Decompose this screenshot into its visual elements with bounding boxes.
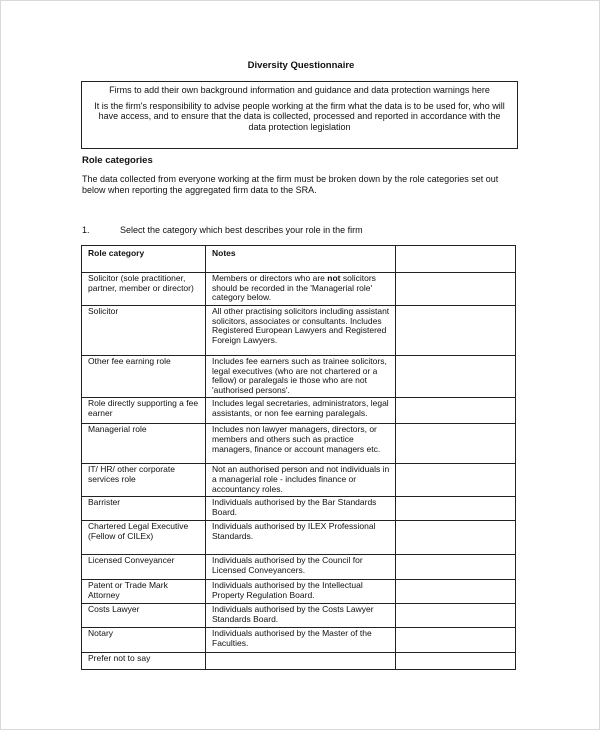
header-role-category: Role category bbox=[82, 246, 206, 273]
question-number: 1. bbox=[82, 225, 90, 235]
notes-text: Individuals authorised by the Master of the Faculties. bbox=[212, 628, 372, 648]
notes-text: Includes fee earners such as trainee solicitors, legal executives (who are not chartered or a fellow) or paralegals ie those who are not 'authorised persons'. bbox=[212, 356, 387, 395]
selection-cell[interactable] bbox=[396, 424, 516, 464]
notes-cell bbox=[206, 424, 396, 464]
selection-cell[interactable] bbox=[396, 464, 516, 497]
table-row bbox=[82, 555, 516, 580]
notes-cell bbox=[206, 521, 396, 555]
table-row bbox=[82, 398, 516, 424]
notice-box bbox=[81, 81, 518, 149]
table-row bbox=[82, 628, 516, 653]
selection-cell[interactable] bbox=[396, 356, 516, 398]
notes-text: Includes legal secretaries, administrators, legal assistants, or non fee earning paralegals. bbox=[212, 398, 389, 418]
table-row bbox=[82, 580, 516, 604]
notice-line-1: Firms to add their own background information and guidance and data protection warnings here bbox=[109, 85, 490, 95]
notes-text: Individuals authorised by the Costs Lawyer Standards Board. bbox=[212, 604, 374, 624]
table-body bbox=[82, 273, 516, 670]
selection-cell[interactable] bbox=[396, 273, 516, 306]
question-text: Select the category which best describes your role in the firm bbox=[120, 225, 363, 235]
intro-paragraph: The data collected from everyone working at the firm must be broken down by the role categories set out below when reporting the aggregated firm data to the SRA. bbox=[82, 174, 499, 195]
selection-cell[interactable] bbox=[396, 497, 516, 521]
table-row bbox=[82, 424, 516, 464]
notes-text: Individuals authorised by the Council for Licensed Conveyancers. bbox=[212, 555, 363, 575]
table-row bbox=[82, 273, 516, 306]
role-category-cell: Prefer not to say bbox=[82, 653, 206, 670]
role-category-cell: Costs Lawyer bbox=[82, 604, 206, 628]
notes-cell bbox=[206, 604, 396, 628]
notes-cell bbox=[206, 653, 396, 670]
role-category-cell: Role directly supporting a fee earner bbox=[82, 398, 206, 424]
role-category-cell: Chartered Legal Executive (Fellow of CILEx) bbox=[82, 521, 206, 555]
notes-cell bbox=[206, 398, 396, 424]
notes-text: Members or directors who are bbox=[212, 273, 328, 283]
table-row bbox=[82, 306, 516, 356]
notes-text: Individuals authorised by ILEX Professional Standards. bbox=[212, 521, 376, 541]
role-category-table bbox=[81, 245, 516, 670]
notes-cell bbox=[206, 306, 396, 356]
notes-text: All other practising solicitors including assistant solicitors, associates or consultants. Includes Registered European Lawyers and Registered Foreign Lawyers. bbox=[212, 306, 390, 345]
notes-cell bbox=[206, 555, 396, 580]
selection-cell[interactable] bbox=[396, 521, 516, 555]
selection-cell[interactable] bbox=[396, 398, 516, 424]
notes-cell bbox=[206, 580, 396, 604]
document-title: Diversity Questionnaire bbox=[247, 60, 355, 71]
table-row bbox=[82, 653, 516, 670]
role-category-cell: Solicitor bbox=[82, 306, 206, 356]
notes-text: solicitors should be recorded in the 'Managerial role' category below. bbox=[212, 273, 376, 303]
notes-text: Individuals authorised by the Intellectual Property Regulation Board. bbox=[212, 580, 363, 600]
notes-cell bbox=[206, 497, 396, 521]
role-category-cell: IT/ HR/ other corporate services role bbox=[82, 464, 206, 497]
notice-line-2: It is the firm's responsibility to advise people working at the firm what the data is to be used for, who will have access, and to ensure that the data is collected, processed and reported in accordance with the data protection legislation bbox=[94, 100, 505, 132]
table-row bbox=[82, 464, 516, 497]
notes-text: not bbox=[327, 273, 341, 283]
selection-cell[interactable] bbox=[396, 653, 516, 670]
notes-text: Not an authorised person and not individuals in a managerial role - includes finance or accountancy roles. bbox=[212, 464, 390, 494]
selection-cell[interactable] bbox=[396, 555, 516, 580]
role-category-cell: Patent or Trade Mark Attorney bbox=[82, 580, 206, 604]
table-row bbox=[82, 521, 516, 555]
notes-cell bbox=[206, 273, 396, 306]
table-row bbox=[82, 356, 516, 398]
role-category-cell: Notary bbox=[82, 628, 206, 653]
notes-cell bbox=[206, 464, 396, 497]
role-category-cell: Barrister bbox=[82, 497, 206, 521]
table-row bbox=[82, 497, 516, 521]
role-category-cell: Managerial role bbox=[82, 424, 206, 464]
table-header-row bbox=[82, 246, 516, 273]
selection-cell[interactable] bbox=[396, 580, 516, 604]
selection-cell[interactable] bbox=[396, 604, 516, 628]
notes-text: Includes non lawyer managers, directors, or members and others such as practice managers, finance or account managers etc. bbox=[212, 424, 381, 454]
notes-cell bbox=[206, 356, 396, 398]
table-row bbox=[82, 604, 516, 628]
role-category-cell: Licensed Conveyancer bbox=[82, 555, 206, 580]
header-notes: Notes bbox=[206, 246, 396, 273]
section-heading: Role categories bbox=[82, 155, 153, 166]
notes-cell bbox=[206, 628, 396, 653]
header-selection bbox=[396, 246, 516, 273]
selection-cell[interactable] bbox=[396, 628, 516, 653]
role-category-cell: Solicitor (sole practitioner, partner, member or director) bbox=[82, 273, 206, 306]
selection-cell[interactable] bbox=[396, 306, 516, 356]
role-category-cell: Other fee earning role bbox=[82, 356, 206, 398]
question-1 bbox=[82, 225, 512, 235]
notes-text: Individuals authorised by the Bar Standards Board. bbox=[212, 497, 377, 517]
